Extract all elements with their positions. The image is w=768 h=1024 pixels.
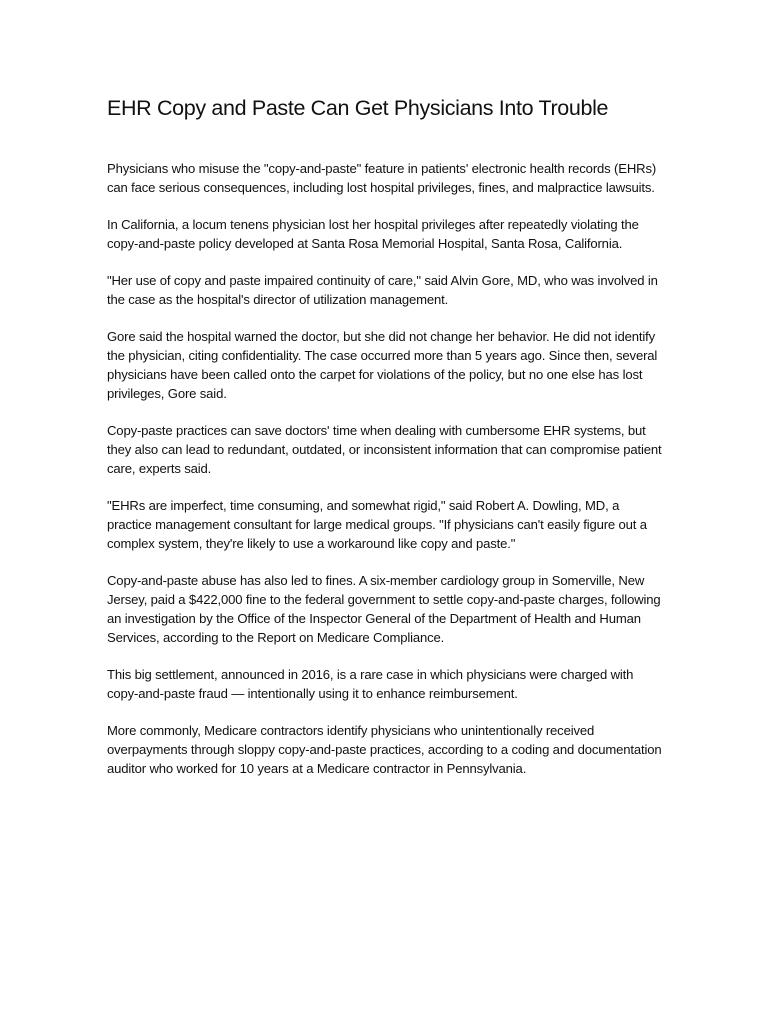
document-body: [107, 159, 663, 796]
paragraph-copy-paste-practices: Copy-paste practices can save doctors' time when dealing with cumbersome EHR systems, but they also can lead to redundant, outdated, or inconsistent information that can compromise patient care, experts said.: [107, 423, 662, 476]
paragraph-gore-quote: "Her use of copy and paste impaired continuity of care," said Alvin Gore, MD, who was involved in the case as the hospital's director of utilization management.: [107, 273, 658, 307]
paragraph-medicare-contractors: More commonly, Medicare contractors identify physicians who unintentionally received overpayments through sloppy copy-and-paste practices, according to a coding and documentation auditor who worked for 10 years at a Medicare contractor in Pennsylvania.: [107, 723, 662, 776]
paragraph-fines: Copy-and-paste abuse has also led to fines. A six-member cardiology group in Somerville, New Jersey, paid a $422,000 fine to the federal government to settle copy-and-paste charges, following an investigation by the Office of the Inspector General of the Department of Health and Human Services, according to the Report on Medicare Compliance.: [107, 573, 661, 645]
paragraph-settlement: This big settlement, announced in 2016, is a rare case in which physicians were charged with copy-and-paste fraud — intentionally using it to enhance reimbursement.: [107, 667, 634, 701]
paragraph-hospital-warning: Gore said the hospital warned the doctor, but she did not change her behavior. He did not identify the physician, citing confidentiality. The case occurred more than 5 years ago. Since then, several physicians have been called onto the carpet for violations of the policy, but no one else has lost privileges, Gore said.: [107, 329, 658, 401]
paragraph-dowling-quote: "EHRs are imperfect, time consuming, and somewhat rigid," said Robert A. Dowling, MD, a practice management consultant for large medical groups. "If physicians can't easily figure out a complex system, they're likely to use a workaround like copy and paste.": [107, 498, 647, 551]
document-title: EHR Copy and Paste Can Get Physicians Into Trouble: [107, 96, 609, 120]
paragraph-california-case: In California, a locum tenens physician lost her hospital privileges after repeatedly violating the copy-and-paste policy developed at Santa Rosa Memorial Hospital, Santa Rosa, California.: [107, 217, 639, 251]
paragraph-intro: Physicians who misuse the "copy-and-paste" feature in patients' electronic health records (EHRs) can face serious consequences, including lost hospital privileges, fines, and malpractice lawsuits.: [107, 161, 657, 195]
